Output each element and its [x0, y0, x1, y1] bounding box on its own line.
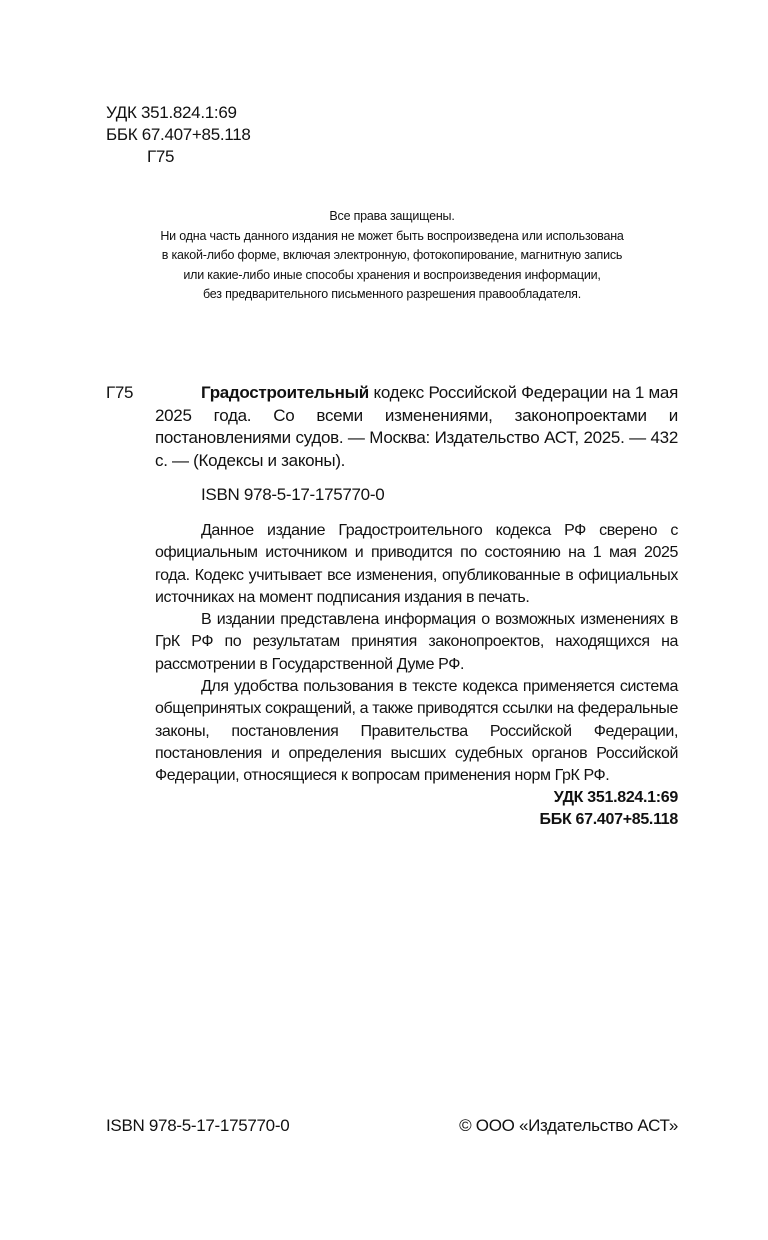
bottom-bbk-code: ББК 67.407+85.118 — [539, 811, 678, 828]
bibliographic-entry — [106, 382, 678, 472]
footer-isbn: ISBN 978-5-17-175770-0 — [106, 1116, 290, 1135]
bbk-code: ББК 67.407+85.118 — [106, 125, 251, 144]
rights-notice-line: без предварительного письменного разрешения правообладателя. — [202, 287, 582, 301]
entry-text — [155, 382, 678, 472]
bottom-classification-codes — [520, 787, 678, 831]
rights-notice-line: Все права защищены. — [329, 209, 455, 223]
rights-notice — [100, 207, 684, 305]
rights-notice-line: Ни одна часть данного издания не может быть воспроизведена или использована — [160, 228, 624, 243]
annotation-paragraph: В издании представлена информация о возможных изменениях в ГрК РФ по результатам принятия законопроектов, находящихся на рассмотрении в Государственной Думе РФ. — [155, 611, 678, 673]
footer-copyright: © ООО «Издательство АСТ» — [459, 1116, 678, 1135]
rights-notice-line: или какие-либо иные способы хранения и воспроизведения информации, — [183, 267, 601, 282]
author-mark: Г75 — [147, 147, 175, 166]
isbn: ISBN 978-5-17-175770-0 — [201, 485, 385, 504]
header-classification-codes — [106, 102, 251, 168]
annotation — [155, 520, 678, 788]
annotation-paragraph: Для удобства пользования в тексте кодекса применяется система общепринятых сокращений, а также приводятся ссылки на федеральные законы, постановления Правительства Российской Федерации, постановления и определения высших судебных органов Российской Федерации, относящиеся к вопросам применения норм ГрК РФ. — [155, 678, 678, 785]
entry-description: кодекс Российской Федерации на 1 мая 2025 года. Со всеми изменениями, законопроектами и постановлениями судов. — Москва: Издательство АСТ, 2025. — 432 с. — (Кодексы и законы). — [155, 383, 678, 470]
udk-code: УДК 351.824.1:69 — [106, 103, 237, 122]
entry-title: Градостроительный — [201, 383, 369, 402]
rights-notice-line: в какой-либо форме, включая электронную, фотокопирование, магнитную запись — [161, 248, 623, 262]
bottom-udk-code: УДК 351.824.1:69 — [553, 789, 678, 806]
entry-author-mark: Г75 — [106, 383, 134, 402]
annotation-paragraph: Данное издание Градостроительного кодекса РФ сверено с официальным источником и приводится по состоянию на 1 мая 2025 года. Кодекс учитывает все изменения, опубликованные в официальных источниках на момент подписания издания в печать. — [155, 522, 678, 606]
